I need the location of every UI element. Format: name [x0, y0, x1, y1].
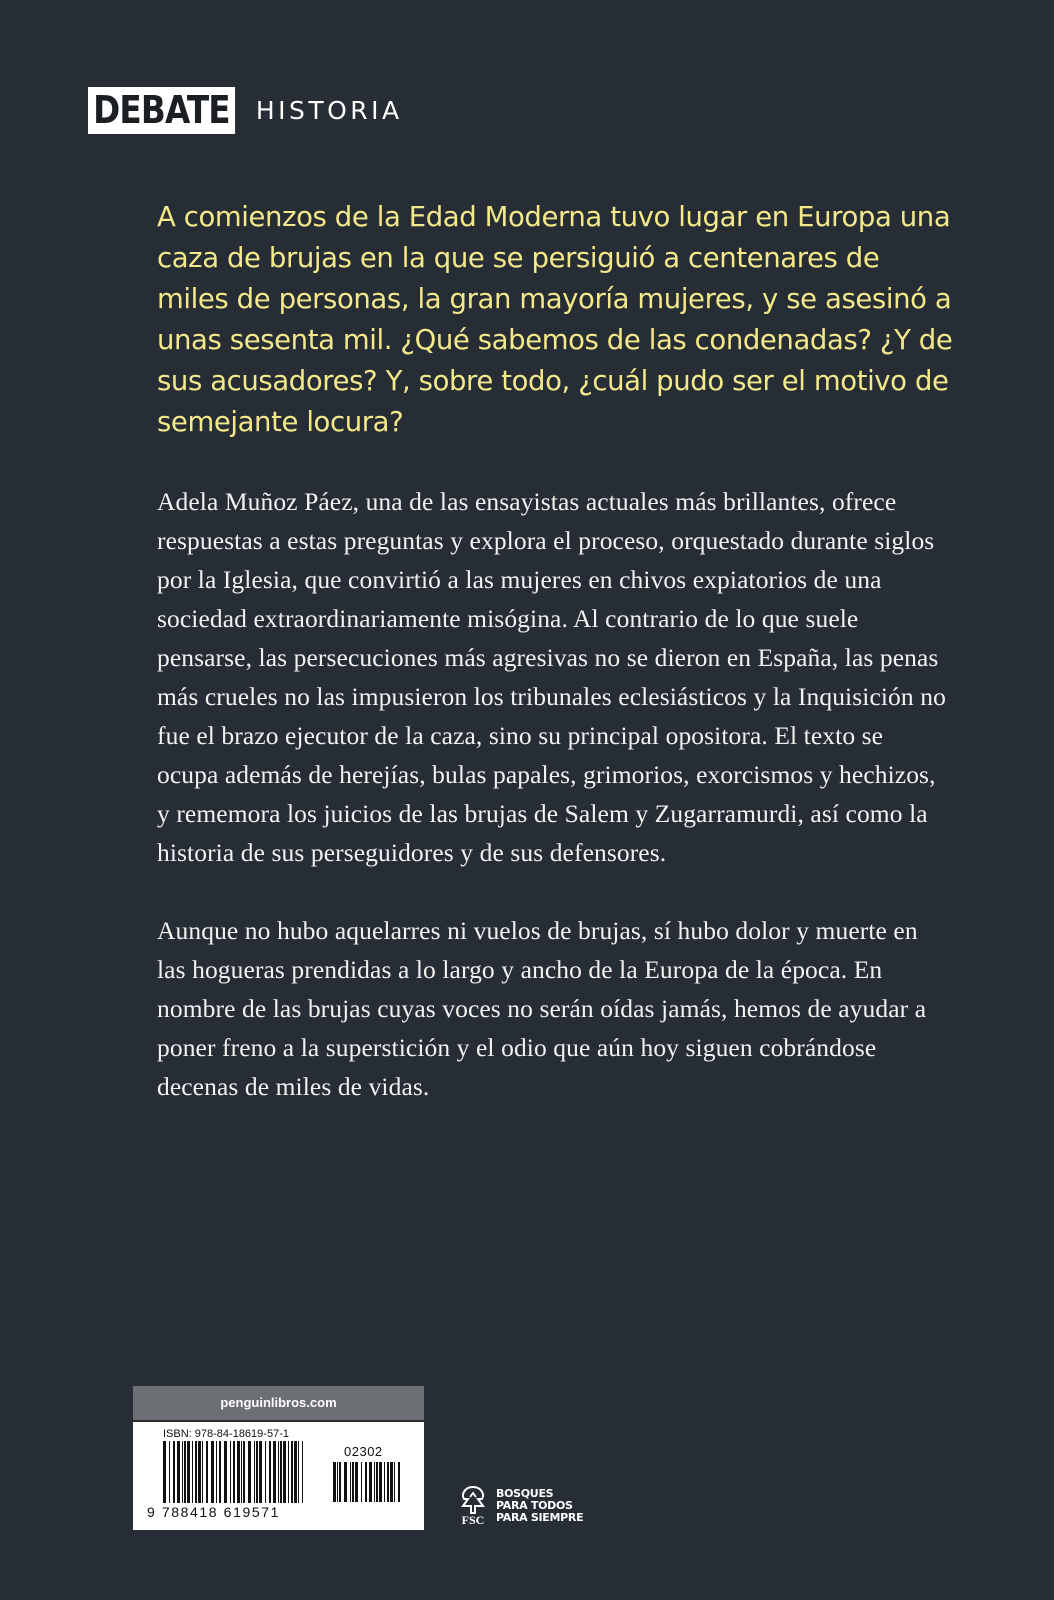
- barcode-bar: [195, 1441, 197, 1503]
- synopsis-paragraph-1: Adela Muñoz Páez, una de las ensayistas actuales más brillantes, ofrece respuestas a estas preguntas y explora el proceso, orquestado durante siglos por la Iglesia, que convirtió a las mujeres en chivos expiatorios de una sociedad extraordinariamente misógina. Al contrario de lo que suele pensarse, las persecuciones más agresivas no se dieron en España, las penas más crueles no las impusieron los tribunales eclesiásticos y la Inquisición no fue el brazo ejecutor de la caza, sino su principal opositora. El texto se ocupa además de herejías, bulas papales, grimorios, exorcismos y hechizos, y rememora los juicios de las brujas de Salem y Zugarramurdi, así como la historia de sus perseguidores y de sus defensores.: [157, 487, 946, 867]
- barcode-bar: [365, 1462, 367, 1502]
- barcode-bar: [248, 1441, 251, 1503]
- barcode-bar: [361, 1462, 362, 1502]
- ean-barcode: [163, 1441, 303, 1503]
- barcode-bar: [219, 1441, 221, 1503]
- barcode-bar: [379, 1462, 382, 1502]
- barcode-bar: [233, 1441, 235, 1503]
- price-code: 02302: [344, 1444, 383, 1459]
- fsc-line-1: BOSQUES: [496, 1487, 554, 1500]
- lead-text: A comienzos de la Edad Moderna tuvo lugar en Europa una caza de brujas en la que se persiguió a centenares de miles de personas, la gran mayoría mujeres, y se asesinó a unas sesenta mil. ¿Qué sabemos de las condenadas? ¿Y de sus acusadores? Y, sobre todo, ¿cuál pudo ser el motivo de semejante locura?: [157, 201, 953, 438]
- barcode-bar: [352, 1462, 354, 1502]
- barcode-bar: [243, 1441, 245, 1503]
- synopsis: [157, 482, 947, 1106]
- lead-paragraph: [157, 197, 957, 443]
- barcode-bar: [259, 1441, 262, 1503]
- barcode-bar: [398, 1462, 400, 1502]
- barcode-bar: [265, 1441, 266, 1503]
- fsc-slogan: [496, 1488, 583, 1524]
- fsc-line-3: PARA SIEMPRE: [496, 1511, 584, 1524]
- barcode-bar: [298, 1441, 299, 1503]
- collection-name: HISTORIA: [255, 96, 403, 125]
- barcode-bar: [198, 1441, 201, 1503]
- barcode-bar: [187, 1441, 190, 1503]
- barcode-bar: [182, 1441, 183, 1503]
- barcode-bar: [384, 1462, 385, 1502]
- barcode-bar: [206, 1441, 208, 1503]
- barcode-bar: [339, 1462, 341, 1502]
- barcode-bar: [288, 1441, 289, 1503]
- barcode-bar: [273, 1441, 276, 1503]
- barcode-bar: [390, 1462, 393, 1502]
- addon-barcode: [333, 1462, 403, 1502]
- barcode-bar: [202, 1441, 203, 1503]
- barcode-bar: [173, 1441, 175, 1503]
- fsc-logo: [456, 1484, 490, 1528]
- barcode-bar: [241, 1441, 242, 1503]
- ean-digits: 9 788418 619571: [147, 1504, 280, 1520]
- barcode-bar: [211, 1441, 214, 1503]
- barcode-bar: [376, 1462, 378, 1502]
- barcode-bar: [394, 1462, 395, 1502]
- barcode-bar: [237, 1441, 240, 1503]
- barcode-bar: [192, 1441, 193, 1503]
- publisher-logo: DEBATE: [88, 87, 235, 134]
- barcode-bar: [350, 1462, 351, 1502]
- barcode-bar: [256, 1441, 258, 1503]
- barcode-bar: [369, 1462, 372, 1502]
- barcode-bar: [355, 1462, 358, 1502]
- barcode-bar: [283, 1441, 286, 1503]
- fsc-name: FSC: [461, 1513, 485, 1527]
- barcode-bar: [291, 1441, 293, 1503]
- barcode-bar: [302, 1441, 303, 1503]
- barcode-bar: [169, 1441, 170, 1503]
- barcode-bar: [280, 1441, 282, 1503]
- isbn-label: ISBN: 978-84-18619-57-1: [163, 1428, 289, 1440]
- barcode-panel: [133, 1386, 424, 1530]
- publisher-url: penguinlibros.com: [133, 1386, 424, 1422]
- barcode-bar: [216, 1441, 217, 1503]
- barcode-bar: [230, 1441, 231, 1503]
- barcode-bar: [337, 1462, 338, 1502]
- barcode-bar: [344, 1462, 347, 1502]
- barcode-bar: [163, 1441, 166, 1503]
- barcode-bar: [177, 1441, 180, 1503]
- barcode-bar: [184, 1441, 186, 1503]
- fsc-tree-icon: [456, 1484, 490, 1516]
- barcode-bar: [254, 1441, 255, 1503]
- barcode-bar: [333, 1462, 336, 1502]
- synopsis-paragraph-2: Aunque no hubo aquelarres ni vuelos de brujas, sí hubo dolor y muerte en las hogueras prendidas a lo largo y ancho de la Europa de la época. En nombre de las brujas cuyas voces no serán oídas jamás, hemos de ayudar a poner freno a la superstición y el odio que aún hoy siguen cobrándose decenas de miles de vidas.: [157, 916, 927, 1101]
- barcode-bar: [294, 1441, 297, 1503]
- publisher-brand: [88, 87, 403, 134]
- barcode-bar: [374, 1462, 375, 1502]
- barcode-bar: [269, 1441, 271, 1503]
- fsc-mark: [456, 1484, 583, 1528]
- fsc-line-2: PARA TODOS: [496, 1499, 573, 1512]
- barcode-bar: [224, 1441, 227, 1503]
- barcode-bar: [387, 1462, 389, 1502]
- barcode-bar: [278, 1441, 279, 1503]
